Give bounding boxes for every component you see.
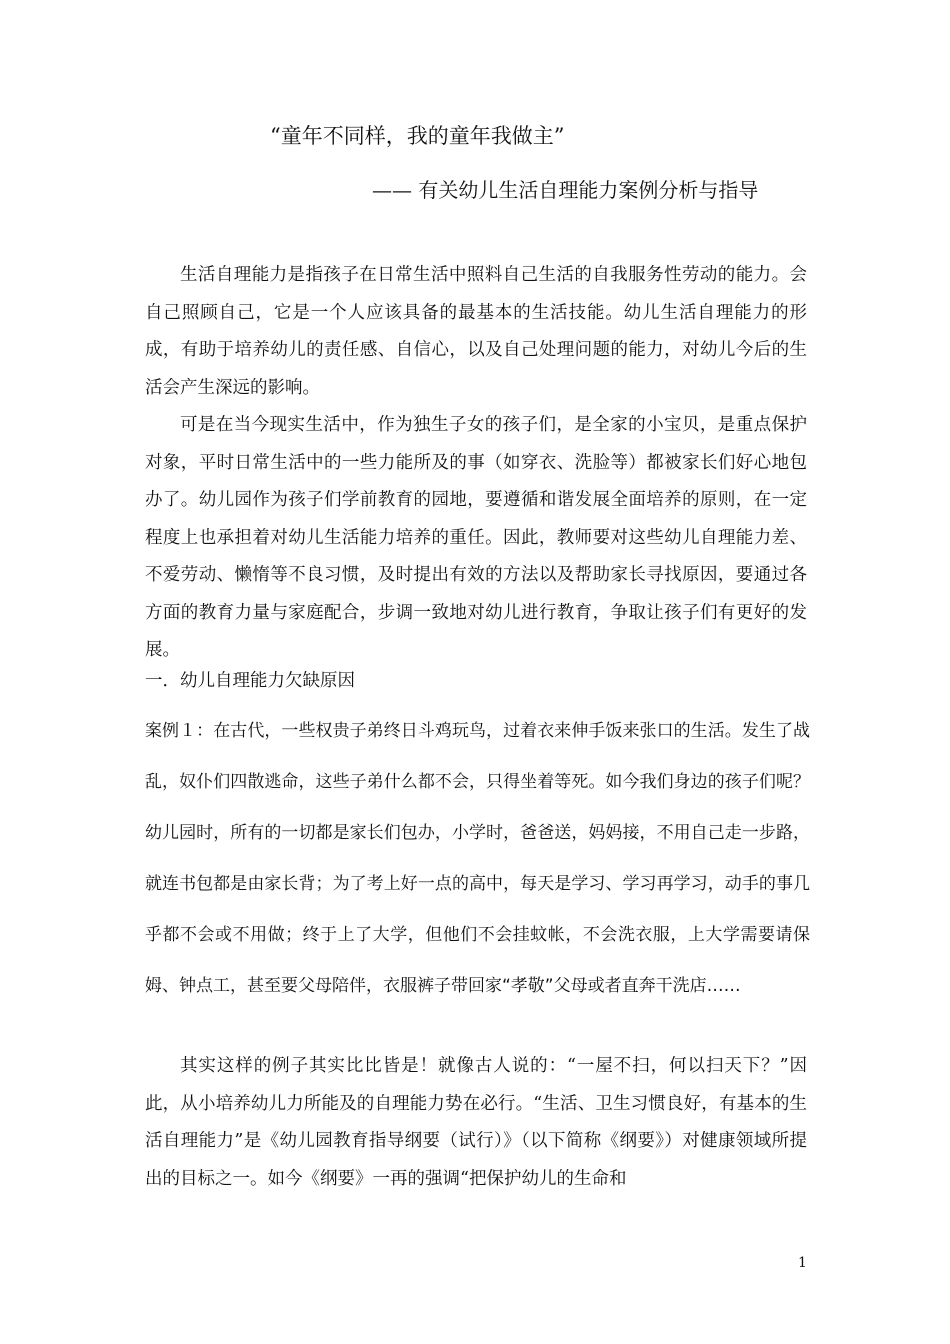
intro-section [145, 257, 807, 670]
paragraph-definition: 生活自理能力是指孩子在日常生活中照料自己生活的自我服务性劳动的能力。会自己照顾自己，它是一个人应该具备的最基本的生活技能。幼儿生活自理能力的形成，有助于培养幼儿的责任感、自信心，以及自己处理问题的能力，对幼儿今后的生活会产生深远的影响。 [145, 265, 807, 398]
page-number: 1 [798, 1255, 807, 1271]
paragraph-closing: 其实这样的例子其实比比皆是！就像古人说的：“一屋不扫，何以扫天下？”因此，从小培养幼儿力所能及的自理能力势在必行。“生活、卫生习惯良好，有基本的生活自理能力”是《幼儿园教育指导纲要（试行）》（以下简称《纲要》）对健康领域所提出的目标之一。如今《纲要》一再的强调“把保护幼儿的生命和 [145, 1056, 807, 1189]
closing-section [145, 1048, 807, 1198]
document-subtitle: —— 有关幼儿生活自理能力案例分析与指导 [372, 178, 759, 202]
case-study-paragraph: 案例１：在古代，一些权贵子弟终日斗鸡玩鸟，过着衣来伸手饭来张口的生活。发生了战乱，奴仆们四散逃命，这些子弟什么都不会，只得坐着等死。如今我们身边的孩子们呢？幼儿园时，所有的一切都是家长们包办，小学时，爸爸送，妈妈接，不用自己走一步路，就连书包都是由家长背；为了考上好一点的高中，每天是学习、学习再学习，动手的事几乎都不会或不用做；终于上了大学，但他们不会挂蚊帐，不会洗衣服，上大学需要请保姆、钟点工，甚至要父母陪伴，衣服裤子带回家“孝敬”父母或者直奔干洗店…… [145, 721, 810, 996]
document-title: “童年不同样，我的童年我做主” [270, 124, 565, 148]
paragraph-current-situation: 可是在当今现实生活中，作为独生子女的孩子们，是全家的小宝贝，是重点保护对象，平时日常生活中的一些力能所及的事（如穿衣、洗脸等）都被家长们好心地包办了。幼儿园作为孩子们学前教育的园地，要遵循和谐发展全面培养的原则，在一定程度上也承担着对幼儿生活能力培养的重任。因此，教师要对这些幼儿自理能力差、不爱劳动、懒惰等不良习惯，及时提出有效的方法以及帮助家长寻找原因，要通过各方面的教育力量与家庭配合，步调一致地对幼儿进行教育，争取让孩子们有更好的发展。 [145, 415, 807, 660]
section-heading: 一．幼儿自理能力欠缺原因 [145, 671, 355, 691]
